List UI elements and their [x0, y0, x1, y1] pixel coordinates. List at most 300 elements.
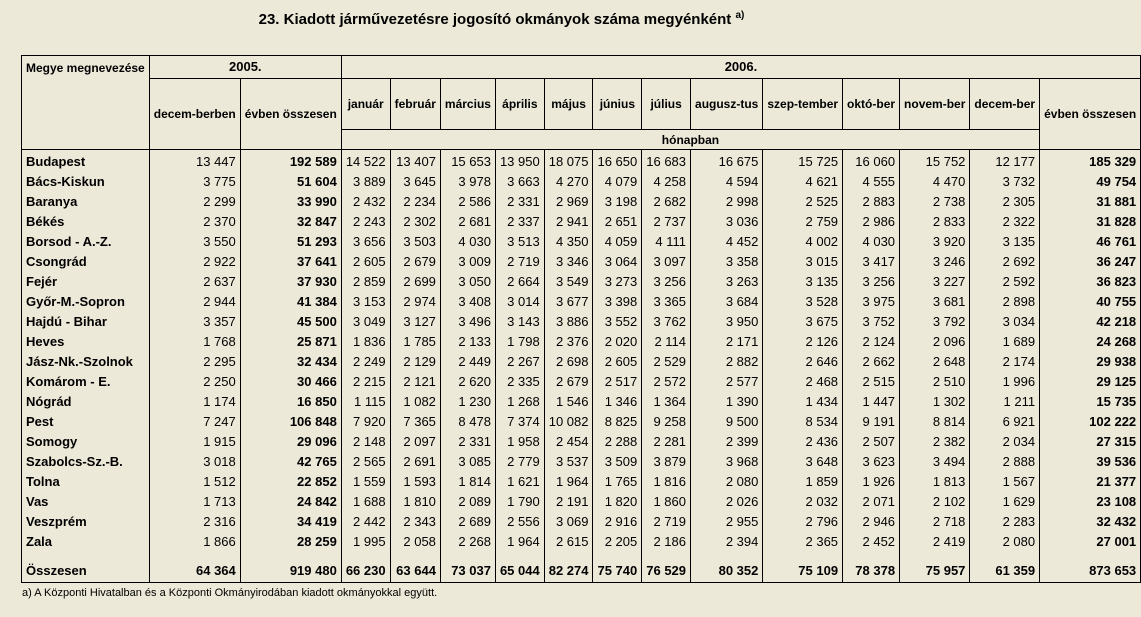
value-2006-month: 2 565 [341, 452, 390, 472]
header-month-12: decem-ber [970, 79, 1040, 130]
value-2006-month: 3 645 [390, 172, 440, 192]
value-2006-month: 2 592 [970, 272, 1040, 292]
table-row [22, 560, 1141, 583]
header-megye: Megye megnevezése [22, 56, 150, 150]
header-month-7: július [642, 79, 691, 130]
value-2006-month: 2 089 [440, 492, 495, 512]
value-2006-month: 3 014 [495, 292, 544, 312]
value-2006-month: 2 288 [593, 432, 642, 452]
value-2005-total: 42 765 [240, 452, 341, 472]
value-2006-month: 3 920 [900, 232, 970, 252]
county-name: Heves [22, 332, 150, 352]
value-2006-month: 18 075 [544, 150, 593, 173]
value-2006-month: 1 268 [495, 392, 544, 412]
value-2006-month: 2 986 [843, 212, 900, 232]
value-2006-month: 3 886 [544, 312, 593, 332]
value-2006-month: 2 615 [544, 532, 593, 552]
spacer-cell [691, 552, 763, 560]
county-name: Győr-M.-Sopron [22, 292, 150, 312]
value-2006-month: 15 725 [763, 150, 843, 173]
value-2006-month: 2 605 [341, 252, 390, 272]
value-2006-month: 2 833 [900, 212, 970, 232]
value-2006-month: 4 555 [843, 172, 900, 192]
header-month-4: április [495, 79, 544, 130]
value-2006-month: 2 399 [691, 432, 763, 452]
value-2006-month: 1 567 [970, 472, 1040, 492]
value-2006-month: 2 129 [390, 352, 440, 372]
value-2005-december: 3 550 [149, 232, 240, 252]
value-2006-month: 4 270 [544, 172, 593, 192]
header-year-2005: 2005. [149, 56, 341, 79]
value-2005-december: 64 364 [149, 560, 240, 583]
value-2006-month: 2 737 [642, 212, 691, 232]
value-2005-december: 2 295 [149, 352, 240, 372]
value-2006-month: 2 859 [341, 272, 390, 292]
county-name: Fejér [22, 272, 150, 292]
value-2006-month: 1 964 [544, 472, 593, 492]
value-2006-month: 61 359 [970, 560, 1040, 583]
value-2006-month: 1 546 [544, 392, 593, 412]
value-2006-month: 7 374 [495, 412, 544, 432]
county-name: Jász-Nk.-Szolnok [22, 352, 150, 372]
header-2005-december: decem-berben [149, 79, 240, 150]
value-2006-month: 2 442 [341, 512, 390, 532]
value-2006-month: 2 283 [970, 512, 1040, 532]
value-2006-month: 75 957 [900, 560, 970, 583]
value-2006-month: 3 549 [544, 272, 593, 292]
value-2006-month: 1 689 [970, 332, 1040, 352]
value-2006-month: 2 080 [691, 472, 763, 492]
value-2006-month: 2 032 [763, 492, 843, 512]
value-2006-month: 2 759 [763, 212, 843, 232]
value-2006-month: 2 689 [440, 512, 495, 532]
table-row [22, 252, 1141, 272]
value-2006-total: 873 653 [1040, 560, 1141, 583]
value-2005-total: 32 434 [240, 352, 341, 372]
value-2006-month: 1 996 [970, 372, 1040, 392]
value-2006-month: 16 060 [843, 150, 900, 173]
value-2006-month: 66 230 [341, 560, 390, 583]
value-2006-month: 4 452 [691, 232, 763, 252]
value-2006-month: 3 950 [691, 312, 763, 332]
spacer-cell [440, 552, 495, 560]
value-2006-month: 2 148 [341, 432, 390, 452]
header-month-9: szep-tember [763, 79, 843, 130]
county-name: Szabolcs-Sz.-B. [22, 452, 150, 472]
value-2005-december: 2 250 [149, 372, 240, 392]
value-2006-month: 4 621 [763, 172, 843, 192]
value-2006-month: 2 452 [843, 532, 900, 552]
value-2006-month: 2 114 [642, 332, 691, 352]
value-2005-total: 34 419 [240, 512, 341, 532]
value-2006-month: 4 111 [642, 232, 691, 252]
value-2006-month: 2 174 [970, 352, 1040, 372]
value-2005-december: 1 915 [149, 432, 240, 452]
table-row [22, 512, 1141, 532]
value-2006-month: 9 258 [642, 412, 691, 432]
value-2006-month: 3 085 [440, 452, 495, 472]
value-2006-month: 1 765 [593, 472, 642, 492]
header-2005-total: évben összesen [240, 79, 341, 150]
value-2006-month: 3 198 [593, 192, 642, 212]
value-2006-month: 76 529 [642, 560, 691, 583]
value-2006-month: 2 419 [900, 532, 970, 552]
value-2006-month: 3 792 [900, 312, 970, 332]
value-2006-month: 3 135 [970, 232, 1040, 252]
value-2006-month: 1 814 [440, 472, 495, 492]
value-2006-month: 75 109 [763, 560, 843, 583]
table-row [22, 212, 1141, 232]
header-month-10: októ-ber [843, 79, 900, 130]
value-2006-month: 2 058 [390, 532, 440, 552]
value-2006-month: 3 889 [341, 172, 390, 192]
value-2006-month: 3 097 [642, 252, 691, 272]
value-2006-month: 2 432 [341, 192, 390, 212]
value-2006-month: 2 529 [642, 352, 691, 372]
value-2006-month: 8 534 [763, 412, 843, 432]
value-2006-month: 2 796 [763, 512, 843, 532]
footnote: a) A Központi Hivatalban és a Központi Okmányirodában kiadott okmányokkal együtt. [22, 587, 438, 599]
county-name: Somogy [22, 432, 150, 452]
value-2006-month: 2 205 [593, 532, 642, 552]
value-2006-month: 2 234 [390, 192, 440, 212]
value-2006-month: 3 552 [593, 312, 642, 332]
value-2005-total: 29 096 [240, 432, 341, 452]
value-2006-month: 2 302 [390, 212, 440, 232]
value-2006-month: 2 376 [544, 332, 593, 352]
value-2006-month: 2 507 [843, 432, 900, 452]
value-2006-month: 3 496 [440, 312, 495, 332]
value-2006-month: 2 121 [390, 372, 440, 392]
county-name: Komárom - E. [22, 372, 150, 392]
value-2006-month: 12 177 [970, 150, 1040, 173]
value-2006-month: 2 620 [440, 372, 495, 392]
value-2006-month: 2 337 [495, 212, 544, 232]
value-2006-month: 2 946 [843, 512, 900, 532]
value-2006-month: 3 064 [593, 252, 642, 272]
value-2006-month: 3 256 [843, 272, 900, 292]
value-2006-month: 3 346 [544, 252, 593, 272]
spacer-cell [149, 552, 240, 560]
value-2006-month: 3 365 [642, 292, 691, 312]
value-2005-total: 24 842 [240, 492, 341, 512]
value-2006-month: 2 034 [970, 432, 1040, 452]
table-row [22, 232, 1141, 252]
county-name: Bács-Kiskun [22, 172, 150, 192]
value-2006-month: 75 740 [593, 560, 642, 583]
county-name: Zala [22, 532, 150, 552]
value-2006-total: 15 735 [1040, 392, 1141, 412]
value-2005-total: 106 848 [240, 412, 341, 432]
value-2006-month: 1 926 [843, 472, 900, 492]
value-2006-month: 2 681 [440, 212, 495, 232]
table-row [22, 172, 1141, 192]
value-2006-month: 2 662 [843, 352, 900, 372]
value-2006-month: 2 335 [495, 372, 544, 392]
header-month-1: január [341, 79, 390, 130]
value-2006-month: 2 883 [843, 192, 900, 212]
value-2006-total: 39 536 [1040, 452, 1141, 472]
value-2006-month: 2 020 [593, 332, 642, 352]
value-2006-month: 8 478 [440, 412, 495, 432]
value-2006-month: 3 009 [440, 252, 495, 272]
value-2006-month: 1 621 [495, 472, 544, 492]
value-2006-month: 2 343 [390, 512, 440, 532]
value-2006-month: 1 958 [495, 432, 544, 452]
spacer-cell [22, 552, 150, 560]
value-2006-month: 1 790 [495, 492, 544, 512]
value-2006-month: 3 677 [544, 292, 593, 312]
value-2006-total: 27 001 [1040, 532, 1141, 552]
value-2005-december: 2 316 [149, 512, 240, 532]
value-2006-month: 3 036 [691, 212, 763, 232]
header-month-8: augusz-tus [691, 79, 763, 130]
value-2006-month: 1 798 [495, 332, 544, 352]
value-2006-month: 3 494 [900, 452, 970, 472]
value-2006-month: 2 394 [691, 532, 763, 552]
spacer-cell [341, 552, 390, 560]
value-2006-month: 1 785 [390, 332, 440, 352]
value-2006-month: 2 102 [900, 492, 970, 512]
value-2006-month: 3 273 [593, 272, 642, 292]
table-title: 23. Kiadott járművezetésre jogosító okmányok száma megyénként $^{a)}$ [258, 10, 745, 28]
value-2006-month: 7 365 [390, 412, 440, 432]
table-row [22, 150, 1141, 173]
value-2006-month: 2 097 [390, 432, 440, 452]
value-2006-month: 2 249 [341, 352, 390, 372]
spacer-cell [642, 552, 691, 560]
value-2006-month: 3 968 [691, 452, 763, 472]
value-2006-month: 1 629 [970, 492, 1040, 512]
value-2006-total: 24 268 [1040, 332, 1141, 352]
spacer-cell [1040, 552, 1141, 560]
spacer-cell [843, 552, 900, 560]
value-2006-month: 1 302 [900, 392, 970, 412]
value-2006-month: 78 378 [843, 560, 900, 583]
value-2006-total: 21 377 [1040, 472, 1141, 492]
spacer-cell [900, 552, 970, 560]
value-2006-month: 2 719 [642, 512, 691, 532]
value-2005-december: 1 768 [149, 332, 240, 352]
value-2006-total: 32 432 [1040, 512, 1141, 532]
table-row [22, 412, 1141, 432]
value-2005-total: 37 641 [240, 252, 341, 272]
value-2005-december: 1 174 [149, 392, 240, 412]
value-2006-month: 2 331 [440, 432, 495, 452]
value-2005-total: 25 871 [240, 332, 341, 352]
value-2005-december: 1 512 [149, 472, 240, 492]
value-2006-total: 185 329 [1040, 150, 1141, 173]
county-name: Összesen [22, 560, 150, 583]
value-2006-month: 4 350 [544, 232, 593, 252]
spacer-cell [970, 552, 1040, 560]
value-2006-month: 3 358 [691, 252, 763, 272]
data-table [21, 55, 1141, 583]
value-2006-month: 1 836 [341, 332, 390, 352]
county-name: Tolna [22, 472, 150, 492]
value-2006-month: 2 525 [763, 192, 843, 212]
value-2005-total: 22 852 [240, 472, 341, 492]
value-2006-month: 1 813 [900, 472, 970, 492]
value-2006-month: 2 331 [495, 192, 544, 212]
value-2005-total: 28 259 [240, 532, 341, 552]
value-2005-december: 3 018 [149, 452, 240, 472]
value-2006-month: 1 859 [763, 472, 843, 492]
value-2005-december: 3 357 [149, 312, 240, 332]
spacer-cell [763, 552, 843, 560]
value-2006-month: 2 133 [440, 332, 495, 352]
value-2006-month: 8 814 [900, 412, 970, 432]
value-2005-total: 32 847 [240, 212, 341, 232]
value-2006-month: 2 692 [970, 252, 1040, 272]
value-2005-december: 2 922 [149, 252, 240, 272]
value-2006-month: 4 258 [642, 172, 691, 192]
value-2006-month: 2 888 [970, 452, 1040, 472]
value-2006-total: 31 881 [1040, 192, 1141, 212]
title-footnote-marker: a) [735, 10, 745, 21]
spacer-cell [495, 552, 544, 560]
value-2006-month: 3 153 [341, 292, 390, 312]
value-2006-month: 2 664 [495, 272, 544, 292]
value-2006-month: 3 975 [843, 292, 900, 312]
value-2006-month: 1 082 [390, 392, 440, 412]
value-2005-total: 37 930 [240, 272, 341, 292]
value-2006-month: 1 434 [763, 392, 843, 412]
table-row [22, 492, 1141, 512]
value-2006-month: 2 882 [691, 352, 763, 372]
value-2006-month: 3 049 [341, 312, 390, 332]
value-2006-month: 2 941 [544, 212, 593, 232]
value-2006-total: 29 125 [1040, 372, 1141, 392]
table-row [22, 192, 1141, 212]
value-2006-month: 1 230 [440, 392, 495, 412]
table-row [22, 332, 1141, 352]
county-name: Nógrád [22, 392, 150, 412]
value-2006-month: 3 398 [593, 292, 642, 312]
value-2006-month: 2 071 [843, 492, 900, 512]
value-2006-total: 31 828 [1040, 212, 1141, 232]
value-2006-month: 8 825 [593, 412, 642, 432]
header-2006-total: évben összesen [1040, 79, 1141, 150]
value-2006-month: 15 752 [900, 150, 970, 173]
header-month-11: novem-ber [900, 79, 970, 130]
value-2006-month: 2 586 [440, 192, 495, 212]
value-2006-total: 42 218 [1040, 312, 1141, 332]
value-2006-month: 1 211 [970, 392, 1040, 412]
value-2006-month: 1 688 [341, 492, 390, 512]
spacer-cell [544, 552, 593, 560]
value-2006-month: 2 605 [593, 352, 642, 372]
value-2006-month: 13 950 [495, 150, 544, 173]
value-2006-month: 2 691 [390, 452, 440, 472]
value-2006-month: 16 650 [593, 150, 642, 173]
value-2006-month: 2 080 [970, 532, 1040, 552]
value-2006-month: 2 171 [691, 332, 763, 352]
value-2006-month: 3 227 [900, 272, 970, 292]
value-2005-december: 13 447 [149, 150, 240, 173]
value-2006-month: 2 651 [593, 212, 642, 232]
value-2006-month: 1 364 [642, 392, 691, 412]
value-2006-month: 2 382 [900, 432, 970, 452]
value-2006-month: 1 820 [593, 492, 642, 512]
value-2006-month: 2 191 [544, 492, 593, 512]
value-2005-december: 1 713 [149, 492, 240, 512]
value-2006-month: 2 243 [341, 212, 390, 232]
value-2006-month: 2 679 [390, 252, 440, 272]
value-2006-month: 3 879 [642, 452, 691, 472]
county-name: Borsod - A.-Z. [22, 232, 150, 252]
value-2006-month: 3 417 [843, 252, 900, 272]
value-2005-total: 33 990 [240, 192, 341, 212]
value-2006-month: 1 964 [495, 532, 544, 552]
value-2006-month: 2 096 [900, 332, 970, 352]
value-2006-month: 9 500 [691, 412, 763, 432]
value-2006-month: 15 653 [440, 150, 495, 173]
value-2006-month: 3 069 [544, 512, 593, 532]
value-2005-total: 30 466 [240, 372, 341, 392]
value-2006-month: 2 468 [763, 372, 843, 392]
value-2006-month: 1 593 [390, 472, 440, 492]
value-2006-month: 2 572 [642, 372, 691, 392]
table-row [22, 452, 1141, 472]
county-name: Vas [22, 492, 150, 512]
value-2006-month: 2 026 [691, 492, 763, 512]
value-2006-total: 49 754 [1040, 172, 1141, 192]
value-2006-month: 4 470 [900, 172, 970, 192]
value-2006-month: 1 559 [341, 472, 390, 492]
value-2006-month: 3 528 [763, 292, 843, 312]
value-2006-month: 3 127 [390, 312, 440, 332]
value-2006-month: 3 246 [900, 252, 970, 272]
value-2006-month: 14 522 [341, 150, 390, 173]
header-honapban: hónapban [341, 130, 1039, 150]
value-2006-month: 2 779 [495, 452, 544, 472]
value-2006-month: 2 510 [900, 372, 970, 392]
header-month-3: március [440, 79, 495, 130]
value-2006-month: 2 646 [763, 352, 843, 372]
value-2006-month: 3 143 [495, 312, 544, 332]
value-2006-month: 2 126 [763, 332, 843, 352]
value-2006-month: 3 256 [642, 272, 691, 292]
spacer-cell [240, 552, 341, 560]
value-2006-month: 2 449 [440, 352, 495, 372]
value-2006-month: 2 699 [390, 272, 440, 292]
value-2006-month: 3 513 [495, 232, 544, 252]
value-2006-month: 1 995 [341, 532, 390, 552]
county-name: Békés [22, 212, 150, 232]
value-2006-month: 2 365 [763, 532, 843, 552]
value-2006-total: 27 315 [1040, 432, 1141, 452]
value-2006-total: 23 108 [1040, 492, 1141, 512]
value-2005-total: 919 480 [240, 560, 341, 583]
spacer-row [22, 552, 1141, 560]
county-name: Budapest [22, 150, 150, 173]
value-2006-month: 2 436 [763, 432, 843, 452]
value-2006-month: 16 683 [642, 150, 691, 173]
header-month-2: február [390, 79, 440, 130]
value-2006-month: 63 644 [390, 560, 440, 583]
value-2006-total: 29 938 [1040, 352, 1141, 372]
value-2006-total: 40 755 [1040, 292, 1141, 312]
value-2006-total: 36 823 [1040, 272, 1141, 292]
value-2005-december: 2 370 [149, 212, 240, 232]
value-2006-month: 80 352 [691, 560, 763, 583]
value-2006-month: 2 186 [642, 532, 691, 552]
value-2006-month: 3 648 [763, 452, 843, 472]
value-2006-month: 2 682 [642, 192, 691, 212]
value-2006-month: 3 408 [440, 292, 495, 312]
value-2006-month: 82 274 [544, 560, 593, 583]
